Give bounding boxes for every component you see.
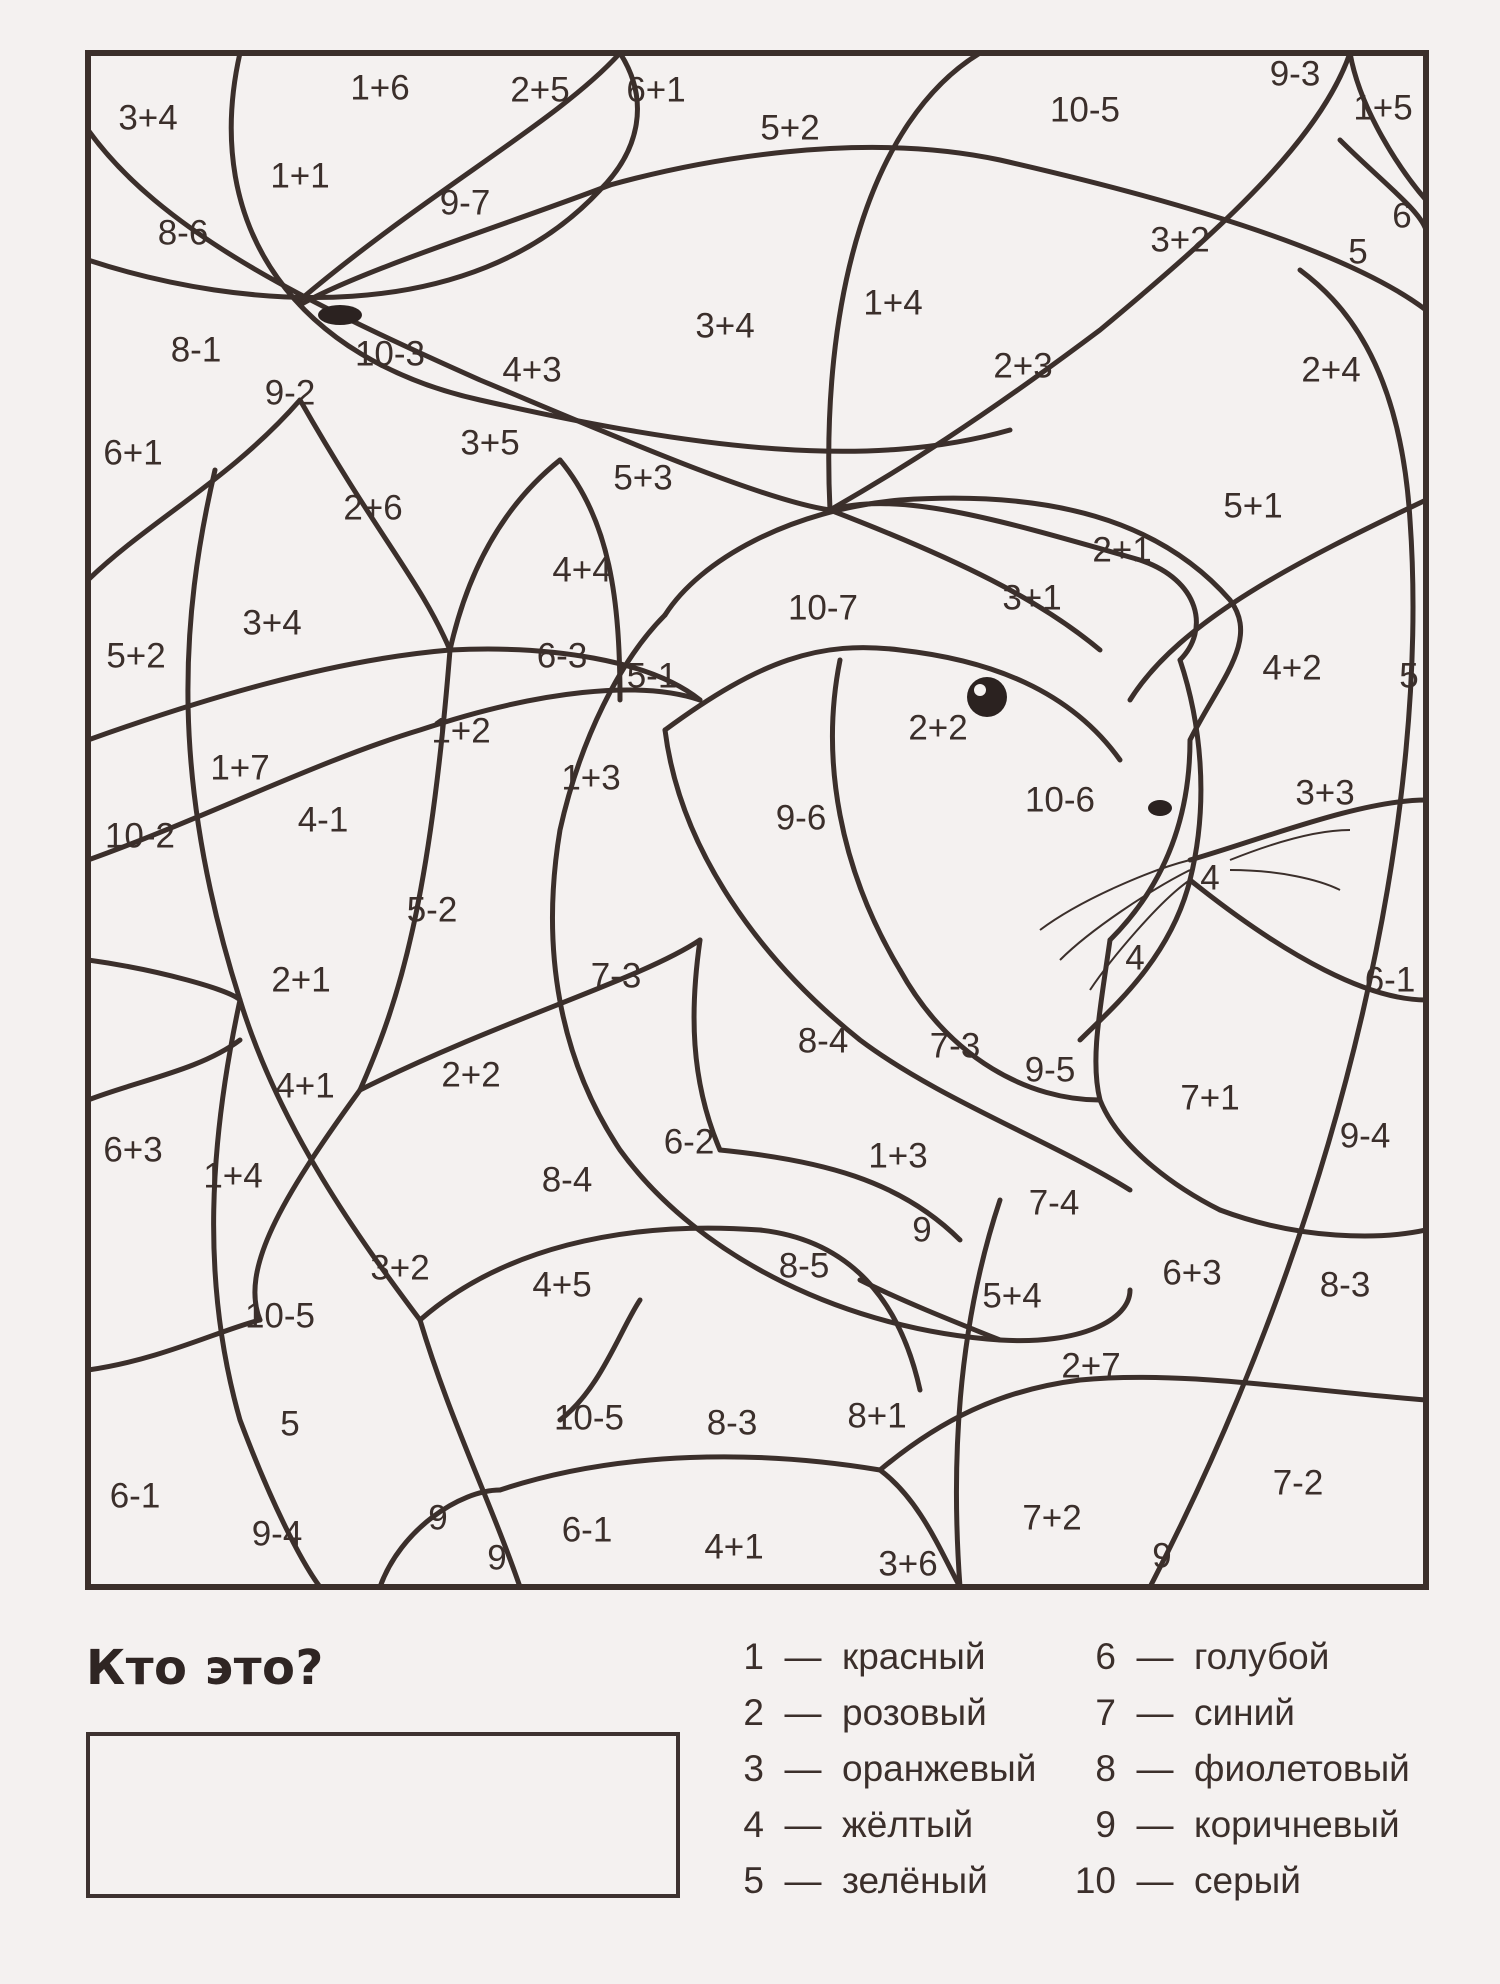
region-number-label: 9-2 <box>264 373 316 413</box>
region-number-label: 2+5 <box>510 70 570 110</box>
legend-dash: — <box>784 1804 822 1845</box>
legend-color-name: голубой <box>1194 1636 1330 1677</box>
region-number-label: 10-5 <box>553 1398 625 1438</box>
region-number-label: 4+1 <box>275 1066 335 1106</box>
region-number-label: 9 <box>1152 1536 1172 1576</box>
legend-number: 10 <box>1074 1860 1116 1901</box>
region-number-label: 4+4 <box>552 550 612 590</box>
region-number-label: 1+1 <box>270 156 330 196</box>
region-number-label: 8+1 <box>847 1396 907 1436</box>
legend-number: 2 <box>743 1692 764 1733</box>
region-number-label: 1+4 <box>203 1156 263 1196</box>
region-number-label: 8-5 <box>778 1246 830 1286</box>
region-number-label: 4 <box>1125 938 1145 978</box>
cell-labels <box>103 54 1418 1583</box>
question-heading: Кто это? <box>86 1640 324 1696</box>
region-number-label: 6-2 <box>663 1122 715 1162</box>
region-number-label: 9-7 <box>439 183 491 223</box>
region-number-label: 7-3 <box>929 1026 981 1066</box>
region-number-label: 2+2 <box>908 708 968 748</box>
region-number-label: 3+2 <box>1150 220 1210 260</box>
legend-dash: — <box>1136 1692 1174 1733</box>
region-number-label: 5+2 <box>106 636 166 676</box>
legend-item <box>1072 1636 1329 1690</box>
region-number-label: 9 <box>428 1498 448 1538</box>
legend-color-name: розовый <box>842 1692 987 1733</box>
region-number-label: 5+2 <box>760 108 820 148</box>
legend-number: 4 <box>743 1804 764 1845</box>
region-number-label: 1+5 <box>1353 88 1413 128</box>
legend-color-name: жёлтый <box>842 1804 974 1845</box>
region-number-label: 9 <box>487 1538 507 1578</box>
region-number-label: 2+4 <box>1301 350 1361 390</box>
region-number-label: 7-2 <box>1272 1463 1324 1503</box>
region-number-label: 1+7 <box>210 748 270 788</box>
legend-item <box>720 1636 986 1690</box>
region-number-label: 6+3 <box>103 1130 163 1170</box>
region-number-label: 7-3 <box>590 956 642 996</box>
region-number-label: 9-6 <box>775 798 827 838</box>
region-number-label: 1+6 <box>350 68 410 108</box>
legend-number: 3 <box>743 1748 764 1789</box>
legend-dash: — <box>1136 1636 1174 1677</box>
region-number-label: 9-4 <box>1339 1116 1391 1156</box>
region-number-label: 6-3 <box>536 636 588 676</box>
region-number-label: 6-1 <box>109 1476 161 1516</box>
region-number-label: 3+5 <box>460 423 520 463</box>
legend-item <box>1072 1860 1301 1914</box>
region-number-label: 10-5 <box>1049 90 1121 130</box>
region-number-label: 9-4 <box>251 1514 303 1554</box>
legend-number: 9 <box>1095 1804 1116 1845</box>
legend-item <box>720 1748 1036 1802</box>
region-number-label: 8-3 <box>1319 1265 1371 1305</box>
region-number-label: 5-1 <box>626 656 678 696</box>
region-number-label: 7+2 <box>1022 1498 1082 1538</box>
legend-color-name: фиолетовый <box>1194 1748 1410 1789</box>
region-number-label: 1+2 <box>431 711 491 751</box>
region-number-label: 2+1 <box>1092 530 1152 570</box>
color-legend <box>720 1636 1440 1916</box>
region-number-label: 5 <box>1348 232 1368 272</box>
region-number-label: 6 <box>1392 196 1412 236</box>
legend-dash: — <box>784 1860 822 1901</box>
region-number-label: 3+4 <box>118 98 178 138</box>
legend-color-name: коричневый <box>1194 1804 1400 1845</box>
legend-number: 8 <box>1095 1748 1116 1789</box>
region-number-label: 2+1 <box>271 960 331 1000</box>
bee-body <box>318 305 362 325</box>
legend-color-name: зелёный <box>842 1860 988 1901</box>
region-number-label: 3+2 <box>370 1248 430 1288</box>
region-number-label: 5 <box>1399 656 1419 696</box>
region-number-label: 10-2 <box>104 816 176 856</box>
bunny-eye-highlight <box>974 684 986 696</box>
legend-dash: — <box>1136 1860 1174 1901</box>
region-number-label: 5+1 <box>1223 486 1283 526</box>
legend-color-name: синий <box>1194 1692 1295 1733</box>
region-number-label: 3+4 <box>695 306 755 346</box>
region-number-label: 6-1 <box>561 1510 613 1550</box>
region-number-label: 2+3 <box>993 346 1053 386</box>
region-number-label: 8-6 <box>157 213 209 253</box>
legend-dash: — <box>1136 1804 1174 1845</box>
legend-color-name: оранжевый <box>842 1748 1037 1789</box>
legend-item <box>1072 1692 1295 1746</box>
region-number-label: 4+5 <box>532 1265 592 1305</box>
legend-dash: — <box>784 1636 822 1677</box>
legend-item <box>1072 1804 1400 1858</box>
region-number-label: 9-5 <box>1024 1050 1076 1090</box>
region-number-label: 8-3 <box>706 1403 758 1443</box>
region-number-label: 5-2 <box>406 890 458 930</box>
region-number-label: 6+3 <box>1162 1253 1222 1293</box>
legend-color-name: серый <box>1194 1860 1301 1901</box>
region-number-label: 6+1 <box>103 433 163 473</box>
region-number-label: 4-1 <box>297 800 349 840</box>
region-number-label: 1+3 <box>561 758 621 798</box>
picture-frame <box>88 53 1426 1587</box>
region-number-label: 9-3 <box>1269 54 1321 94</box>
region-number-label: 10-7 <box>787 588 859 628</box>
region-number-label: 2+2 <box>441 1055 501 1095</box>
region-number-label: 6+1 <box>626 70 686 110</box>
region-number-label: 3+3 <box>1295 773 1355 813</box>
region-number-label: 8-1 <box>170 330 222 370</box>
legend-number: 1 <box>743 1636 764 1677</box>
region-number-label: 6-1 <box>1364 960 1416 1000</box>
legend-item <box>720 1804 973 1858</box>
region-number-label: 10-5 <box>244 1296 316 1336</box>
legend-item <box>720 1860 988 1914</box>
legend-item <box>1072 1748 1410 1802</box>
region-number-label: 4+1 <box>704 1527 764 1567</box>
region-number-label: 10-6 <box>1024 780 1096 820</box>
region-number-label: 2+7 <box>1061 1346 1121 1386</box>
legend-number: 6 <box>1095 1636 1116 1677</box>
region-number-label: 3+4 <box>242 603 302 643</box>
region-number-label: 8-4 <box>541 1160 593 1200</box>
region-number-label: 4+3 <box>502 350 562 390</box>
bunny-nose <box>1148 800 1172 816</box>
region-number-label: 7-4 <box>1028 1183 1080 1223</box>
legend-dash: — <box>784 1748 822 1789</box>
region-number-label: 1+3 <box>868 1136 928 1176</box>
region-number-label: 9 <box>912 1210 932 1250</box>
region-number-label: 7+1 <box>1180 1078 1240 1118</box>
legend-number: 5 <box>743 1860 764 1901</box>
region-number-label: 10-3 <box>354 334 426 374</box>
region-number-label: 1+4 <box>863 283 923 323</box>
legend-dash: — <box>784 1692 822 1733</box>
region-number-label: 5+3 <box>613 458 673 498</box>
region-number-label: 3+1 <box>1002 578 1062 618</box>
region-number-label: 8-4 <box>797 1021 849 1061</box>
region-number-label: 2+6 <box>343 488 403 528</box>
legend-color-name: красный <box>842 1636 986 1677</box>
region-number-label: 4+2 <box>1262 648 1322 688</box>
legend-dash: — <box>1136 1748 1174 1789</box>
region-number-label: 5 <box>280 1404 300 1444</box>
legend-item <box>720 1692 987 1746</box>
bunny-eye <box>967 677 1007 717</box>
region-number-label: 4 <box>1200 858 1220 898</box>
legend-number: 7 <box>1095 1692 1116 1733</box>
region-number-label: 5+4 <box>982 1276 1042 1316</box>
region-number-label: 3+6 <box>878 1544 938 1584</box>
answer-box[interactable] <box>86 1732 680 1898</box>
region-lines <box>88 53 1426 1587</box>
